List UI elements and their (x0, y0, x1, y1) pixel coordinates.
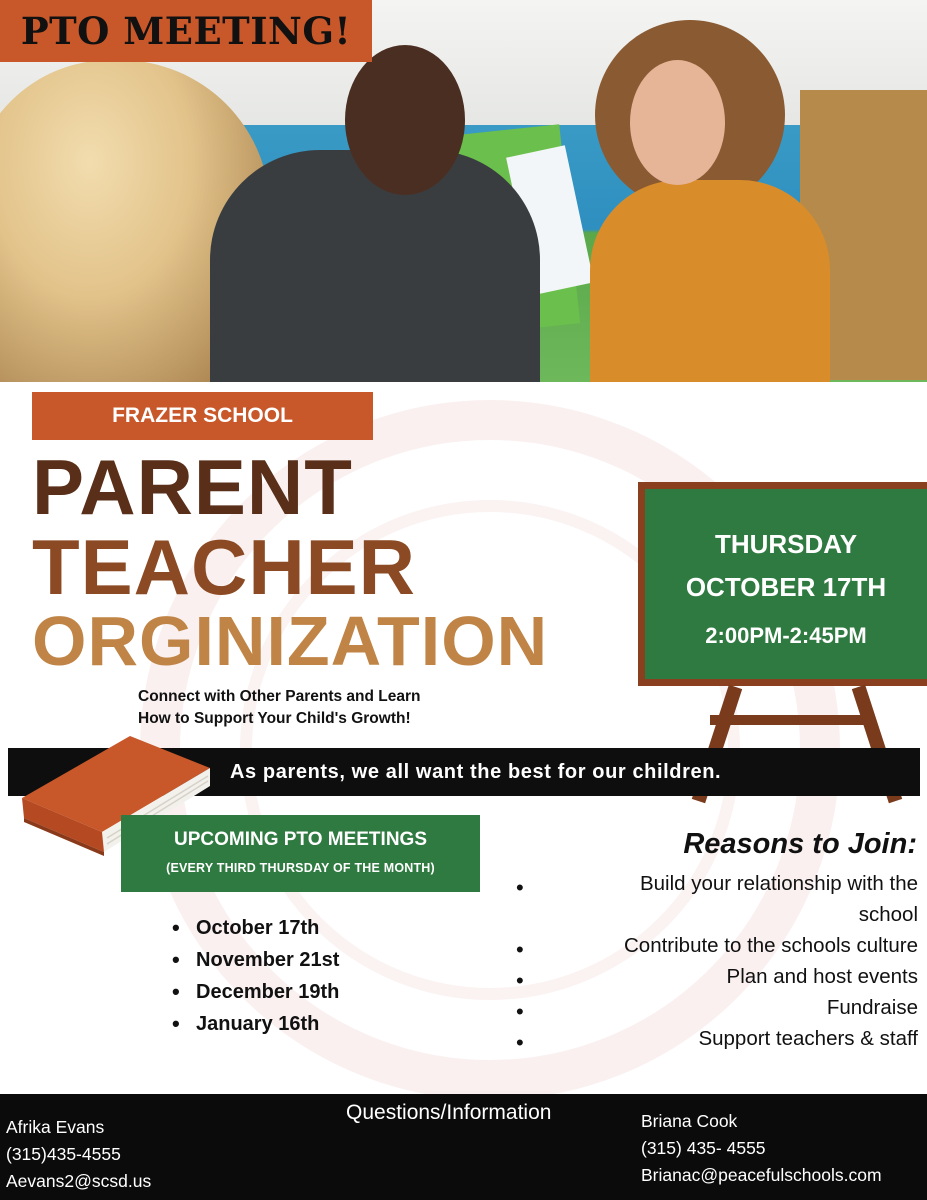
footer-heading: Questions/Information (346, 1101, 552, 1124)
footer (0, 1094, 927, 1200)
title-line-1: PARENT (32, 443, 353, 531)
upcoming-meetings-box (121, 815, 480, 892)
school-name: FRAZER SCHOOL (112, 404, 293, 427)
tagline (138, 686, 518, 731)
reason-item: school (858, 903, 918, 926)
reason-item: Support teachers & staff (698, 1027, 918, 1050)
reason-item: Plan and host events (726, 965, 918, 988)
upcoming-subheading: (EVERY THIRD THURSDAY OF THE MONTH) (166, 861, 435, 875)
contact-phone: (315)435-4555 (6, 1144, 121, 1164)
contact-email: Brianac@peacefulschools.com (641, 1165, 882, 1185)
meeting-date: • December 19th (172, 976, 339, 1008)
contact-phone: (315) 435- 4555 (641, 1138, 766, 1158)
bullet-icon: • (516, 1030, 524, 1055)
contact-name: Briana Cook (641, 1111, 738, 1131)
event-date: OCTOBER 17TH (685, 572, 887, 602)
reasons-title: Reasons to Join: (683, 828, 917, 860)
parent-figure (590, 180, 830, 382)
contact-name: Afrika Evans (6, 1117, 105, 1137)
meeting-date: • October 17th (172, 912, 339, 944)
tagline-line-1: Connect with Other Parents and Learn (138, 688, 421, 705)
bullet-icon: • (516, 968, 524, 993)
bullet-icon: • (516, 875, 524, 900)
parent-head (630, 60, 725, 185)
chalkboard (638, 482, 927, 686)
contact-email: Aevans2@scsd.us (6, 1171, 152, 1191)
easel-crossbar (710, 715, 870, 725)
meeting-date: • November 21st (172, 944, 339, 976)
event-time: 2:00PM-2:45PM (705, 623, 867, 648)
reason-item: Build your relationship with the (639, 872, 918, 895)
pto-meeting-label: PTO MEETING! (20, 9, 352, 53)
contact-afrika (6, 1114, 151, 1195)
bullet-icon: • (516, 937, 524, 962)
pto-meeting-banner (0, 0, 372, 62)
contact-briana (641, 1108, 882, 1189)
title-line-2: TEACHER (32, 523, 417, 611)
upcoming-heading: UPCOMING PTO MEETINGS (173, 829, 427, 850)
meeting-dates-list (172, 912, 339, 1040)
reason-item: Contribute to the schools culture (624, 934, 918, 957)
bullet-icon: • (516, 999, 524, 1024)
school-name-box (32, 392, 373, 440)
meeting-date: • January 16th (172, 1008, 339, 1040)
reason-item: Fundraise (826, 996, 918, 1019)
motto-text: As parents, we all want the best for our children. (230, 760, 722, 783)
reasons-bullets (516, 872, 524, 1058)
title-line-3: ORGINIZATION (32, 602, 549, 680)
teacher-head (345, 45, 465, 195)
tagline-line-2: How to Support Your Child's Growth! (138, 710, 411, 728)
event-day: THURSDAY (714, 529, 858, 559)
